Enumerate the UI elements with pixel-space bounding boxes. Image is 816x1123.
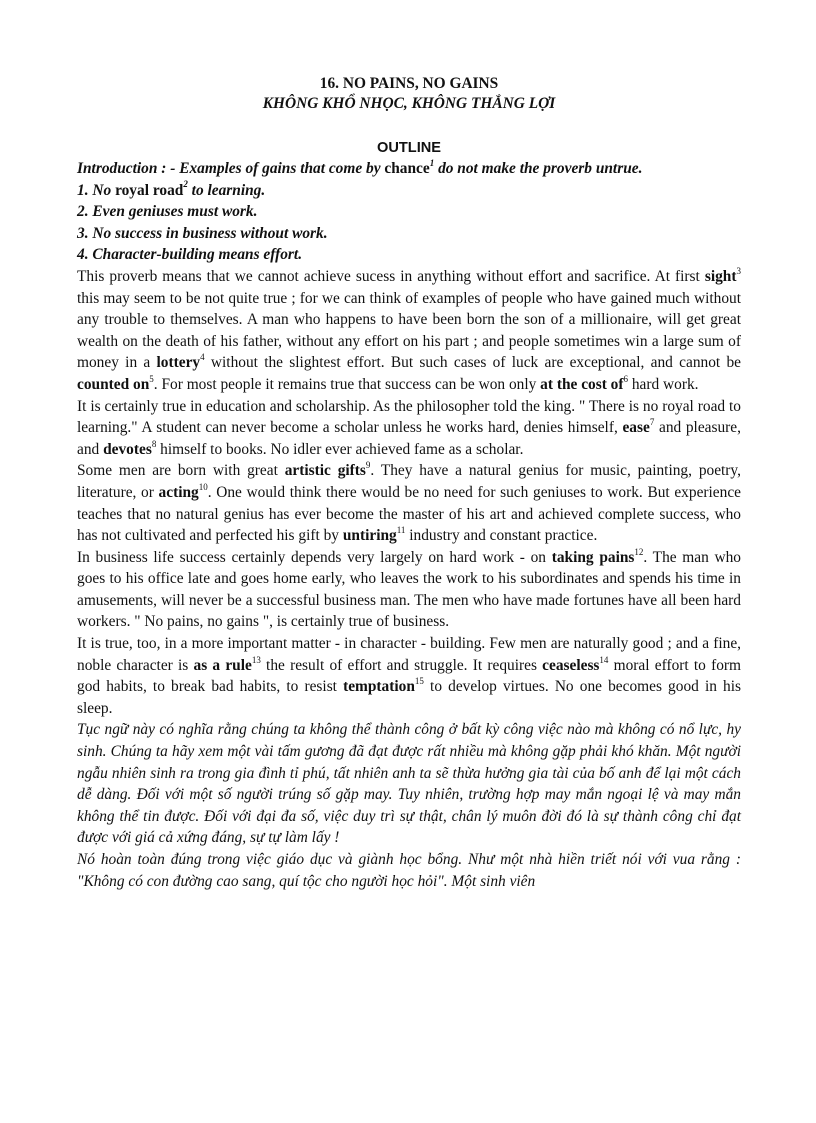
body-paragraph-1: This proverb means that we cannot achieve sucess in anything without effort and sacrifice. At first sight$^3$ this may seem to be not quite true ; for we can think of examples of people who have gained much without any trouble to themselves. A man who happens to have been born the son of a millionaire, will get great wealth on the death of his father, without any effort on his part ; and people sometimes win a large sum of money in a lottery$^4$ without the slightest effort. But such cases of luck are exceptional, and cannot be counted $on^5$. For most people it remains true that success can be won only at the cost $of^6$ hard work. xyxy=(77,265,741,393)
vocab-term: as a rule xyxy=(193,656,252,674)
vocab-term: royal road xyxy=(115,181,184,199)
vocab-term: acting xyxy=(158,483,199,501)
footnote-ref: 1 xyxy=(429,157,435,168)
footnote-ref: 14 xyxy=(599,654,609,665)
outline-item-4: 4. Character-building means effort. xyxy=(77,246,303,264)
vocab-term: artistic gifts xyxy=(284,462,366,480)
body-paragraph-3: Some men are born with great artistic gifts$^9$. They have a natural genius for music, painting, poetry, literature, or acting$^{10}$. One would think there would be no need for such geniuses to work. But experience teaches that no natural genius has ever become the master of his art and achieved complete success, who has not cultivated and perfected his gift by untiring$^{11}$ industry and constant practice. xyxy=(77,460,741,545)
vocab-term: lottery xyxy=(156,354,201,372)
footnote-ref: 5 xyxy=(149,373,154,384)
footnote-ref: 6 xyxy=(623,373,628,384)
outline-intro: Introduction : - Examples of gains that come by chance$^1$ do not make the proverb untrue. xyxy=(77,157,643,177)
page-subtitle: KHÔNG KHỔ NHỌC, KHÔNG THẮNG LỢI xyxy=(262,95,556,112)
footnote-ref: 8 xyxy=(151,438,157,449)
page-title: 16. NO PAINS, NO GAINS xyxy=(319,75,499,92)
vocab-term: sight xyxy=(704,267,737,285)
footnote-ref: 4 xyxy=(200,352,205,363)
footnote-ref: 10 xyxy=(198,481,208,492)
footnote-ref: 9 xyxy=(365,460,371,471)
vocab-term: untiring xyxy=(342,527,397,545)
footnote-ref: 15 xyxy=(414,676,424,687)
translation-paragraph-2: Nó hoàn toàn đúng trong việc giáo dục và giành học bổng. Như một nhà hiền triết nói với vua rằng : "Không có con đường cao sang, quí tộc cho người học hỏi". Một sinh viên xyxy=(77,851,741,890)
vocab-term: ceaseless xyxy=(542,656,600,674)
document-page xyxy=(77,74,741,892)
footnote-ref: 13 xyxy=(251,654,261,665)
footnote-ref: 7 xyxy=(649,417,655,427)
footnote-ref: 2 xyxy=(183,179,188,190)
vocab-term: ease xyxy=(622,419,650,437)
outline-section xyxy=(77,158,741,266)
body-paragraph-2: It is certainly true in education and scholarship. As the philosopher told the king. " There is no royal road to learning." A student can never become a scholar unless he works hard, denies himself, ease$^7$ and pleasure, and devotes$^8$ himself to books. No idler ever achieved fame as a scholar. xyxy=(77,397,741,458)
translation-paragraph-1: Tục ngữ này có nghĩa rằng chúng ta không thể thành công ở bất kỳ công việc nào mà không có nổ lực, hy sinh. Chúng ta hãy xem một vài tấm gương đã đạt được rất nhiều mà không gặp phải khó khăn. Một người ngẫu nhiên sinh ra trong gia đình tỉ phú, tất nhiên anh ta sẽ thừa hưởng gia tài của bố anh để lại một cách dễ dàng. Đối với một số người trúng số gặp may. Tuy nhiên, trường hợp may mắn ngoại lệ và may mắn không thể tin được. Đối với đại đa số, việc duy trì sự thật, chân lý muôn đời đó là sự thành công chỉ đạt được với giá cả xứng đáng, sự tự làm lấy ! xyxy=(77,721,741,847)
vocab-term: taking pains xyxy=(551,548,635,566)
vocab-term: temptation xyxy=(343,678,415,696)
outline-item-3: 3. No success in business without work. xyxy=(77,224,328,242)
vocab-term: devotes xyxy=(103,440,152,458)
footnote-ref: 11 xyxy=(396,524,406,535)
footnote-ref: 12 xyxy=(634,546,644,557)
vocab-term: at the cost of xyxy=(540,375,624,393)
vocab-term: counted on xyxy=(77,375,150,393)
vocab-term: chance xyxy=(384,160,430,177)
outline-item-1: 1. No royal road$^2$ to learning. xyxy=(77,179,266,199)
footnote-ref: 3 xyxy=(736,265,741,276)
outline-heading: OUTLINE xyxy=(376,140,442,156)
body-paragraph-5: It is true, too, in a more important matter - in character - building. Few men are naturally good ; and a fine, noble character is as a rule$^{13}$ the result of effort and struggle. It requires ceaseless$^{14}$ moral effort to form god habits, to break bad habits, to resist temptation$^{15}$ to develop virtues. No one becomes good in his sleep. xyxy=(77,635,741,717)
outline-item-2: 2. Even geniuses must work. xyxy=(77,203,258,221)
body-paragraph-4: In business life success certainly depends very largely on hard work - on taking pains$^{12}$. The man who goes to his office late and goes home early, who leaves the work to his subordinates and spends his time in amusements, will never be a successful business man. The men who have made fortunes have all been hard workers. " No pains, no gains ", is certainly true of business. xyxy=(77,546,742,631)
